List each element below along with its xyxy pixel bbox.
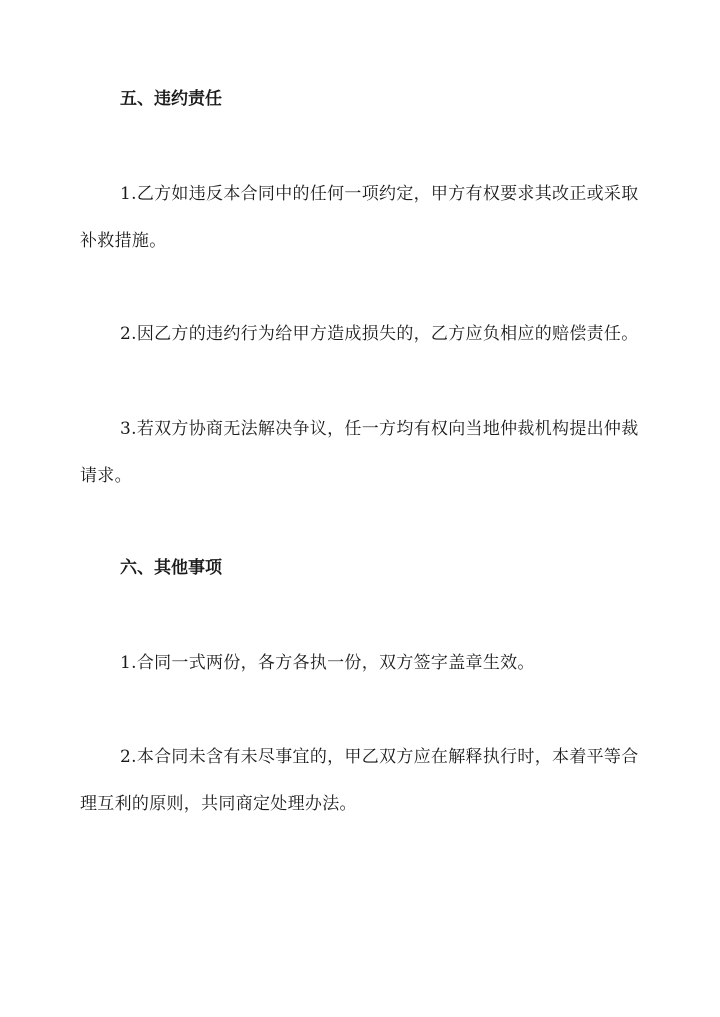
clause-paragraph: 2.本合同未含有未尽事宜的，甲乙双方应在解释执行时，本着平等合理互利的原则，共同商定处理办法。	[80, 747, 639, 814]
section-heading-liability: 五、违约责任	[120, 89, 222, 109]
clause-paragraph: 1.合同一式两份，各方各执一份，双方签字盖章生效。	[120, 653, 535, 673]
section-heading-other-matters: 六、其他事项	[120, 558, 222, 578]
clause-paragraph: 1.乙方如违反本合同中的任何一项约定，甲方有权要求其改正或采取补救措施。	[80, 184, 639, 251]
clause-paragraph: 3.若双方协商无法解决争议，任一方均有权向当地仲裁机构提出仲裁请求。	[80, 419, 639, 486]
clause-paragraph: 2.因乙方的违约行为给甲方造成损失的，乙方应负相应的赔偿责任。	[120, 324, 639, 344]
